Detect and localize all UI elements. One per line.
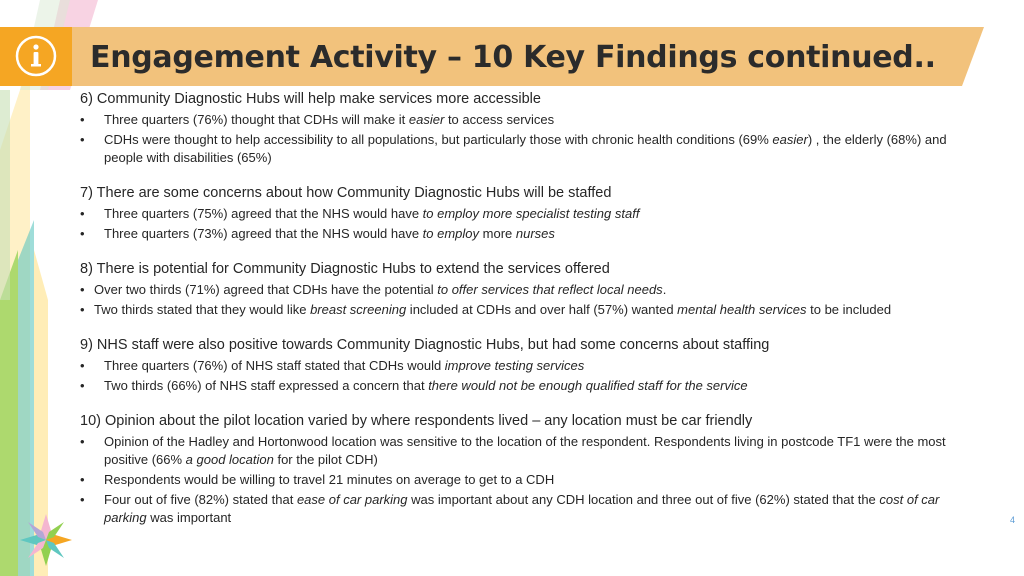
info-icon bbox=[10, 30, 62, 82]
emphasis-text: mental health services bbox=[677, 302, 807, 317]
finding-section-8 bbox=[80, 259, 960, 319]
emphasis-text: there would not be enough qualified staff for the service bbox=[428, 378, 748, 393]
finding-heading: 10) Opinion about the pilot location varied by where respondents lived – any location must be car friendly bbox=[80, 413, 753, 429]
finding-heading: 8) There is potential for Community Diagnostic Hubs to extend the services offered bbox=[80, 261, 610, 277]
finding-bullet: • Opinion of the Hadley and Hortonwood location was sensitive to the location of the respondent. Respondents living in postcode TF1 were the most positive (66% a good location for the pilot CDH) bbox=[80, 433, 960, 469]
finding-bullet: • Three quarters (76%) of NHS staff stated that CDHs would improve testing services bbox=[80, 357, 960, 375]
finding-section-9 bbox=[80, 335, 960, 395]
emphasis-text: improve testing services bbox=[444, 358, 585, 373]
finding-bullet: • CDHs were thought to help accessibility to all populations, but particularly those with chronic health conditions (69% easier) , the elderly (68%) and people with disabilities (65%) bbox=[80, 131, 960, 167]
emphasis-text: to employ more specialist testing staff bbox=[422, 206, 640, 221]
finding-bullets bbox=[80, 111, 960, 167]
star-logo-icon bbox=[16, 510, 76, 570]
emphasis-text: breast screening bbox=[310, 302, 407, 317]
page-number: 4 bbox=[1010, 515, 1016, 525]
page-title: Engagement Activity – 10 Key Findings continued.. bbox=[90, 40, 936, 75]
finding-heading: 7) There are some concerns about how Community Diagnostic Hubs will be staffed bbox=[80, 185, 612, 201]
emphasis-text: easier bbox=[408, 112, 445, 127]
finding-bullets bbox=[80, 433, 960, 527]
finding-bullet: • Three quarters (76%) thought that CDHs will make it easier to access services bbox=[80, 111, 960, 129]
finding-bullet: • Two thirds (66%) of NHS staff expressed a concern that there would not be enough qualified staff for the service bbox=[80, 377, 960, 395]
finding-bullet: • Over two thirds (71%) agreed that CDHs have the potential to offer services that reflect local needs. bbox=[80, 281, 960, 299]
emphasis-text: cost of car parking bbox=[104, 492, 940, 525]
finding-bullet: • Respondents would be willing to travel 21 minutes on average to get to a CDH bbox=[80, 471, 960, 489]
finding-section-10 bbox=[80, 411, 960, 527]
emphasis-text: to employ bbox=[422, 226, 480, 241]
finding-bullets bbox=[80, 205, 960, 243]
emphasis-text: easier bbox=[772, 132, 808, 147]
emphasis-text: to offer services that reflect local needs bbox=[437, 282, 663, 297]
finding-bullet: • Three quarters (73%) agreed that the NHS would have to employ more nurses bbox=[80, 225, 960, 243]
finding-bullet: • Four out of five (82%) stated that ease of car parking was important about any CDH location and three out of five (62%) stated that the cost of car parking was important bbox=[80, 491, 960, 527]
finding-bullets bbox=[80, 357, 960, 395]
findings-content bbox=[80, 89, 960, 527]
finding-heading: 6) Community Diagnostic Hubs will help make services more accessible bbox=[80, 91, 541, 107]
finding-section-7 bbox=[80, 183, 960, 243]
finding-bullet: • Two thirds stated that they would like breast screening included at CDHs and over half (57%) wanted mental health services to be included bbox=[80, 301, 960, 319]
finding-heading: 9) NHS staff were also positive towards Community Diagnostic Hubs, but had some concerns about staffing bbox=[80, 337, 770, 353]
emphasis-text: nurses bbox=[515, 226, 555, 241]
emphasis-text: a good location bbox=[185, 452, 274, 467]
finding-bullet: • Three quarters (75%) agreed that the NHS would have to employ more specialist testing staff bbox=[80, 205, 960, 223]
emphasis-text: ease of car parking bbox=[296, 492, 408, 507]
finding-section-6 bbox=[80, 89, 960, 167]
finding-bullets bbox=[80, 281, 960, 319]
